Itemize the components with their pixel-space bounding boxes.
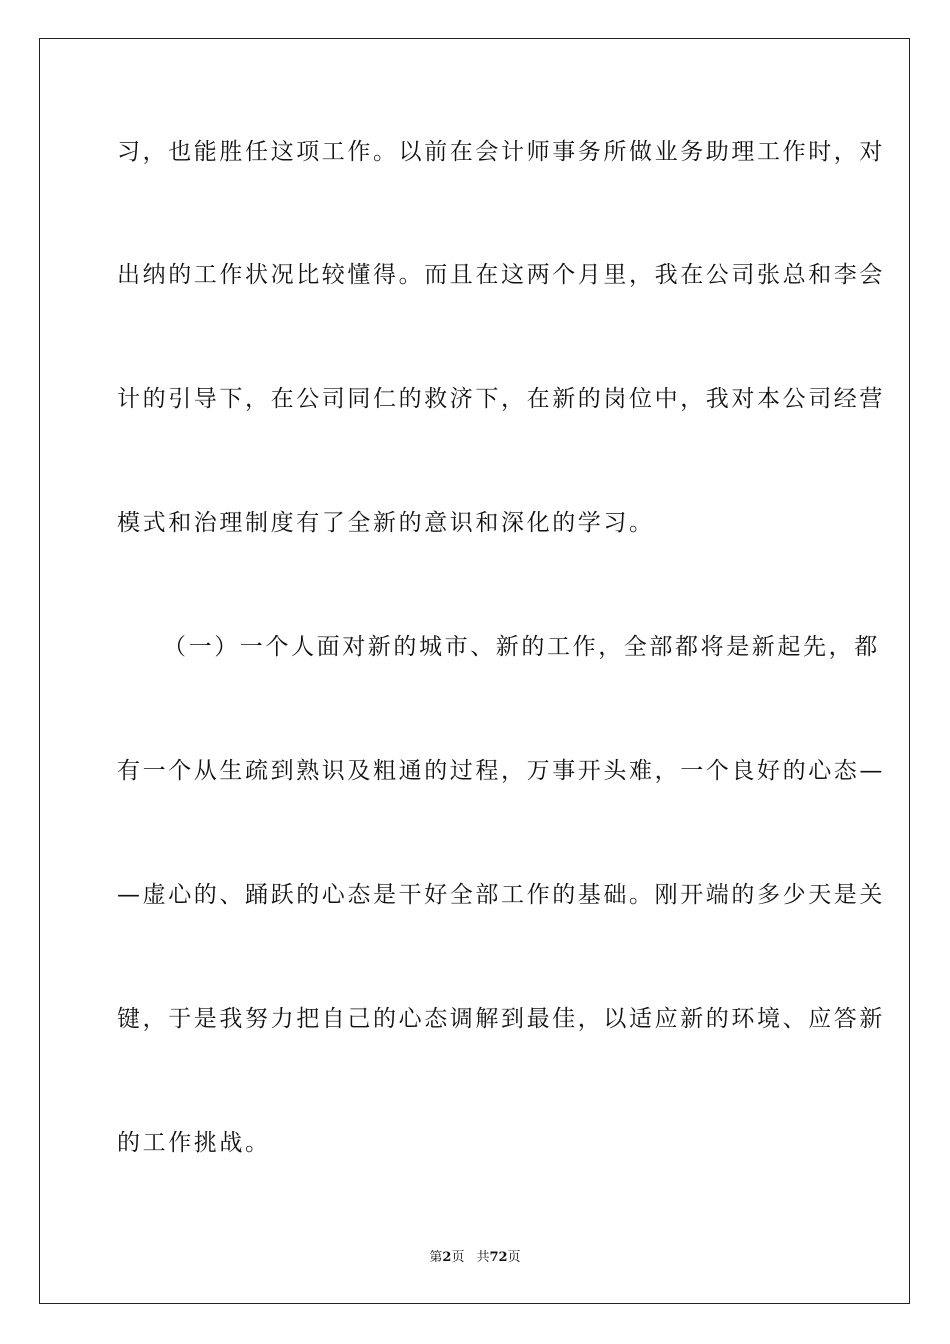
text-line-9: 的工作挑战。 xyxy=(117,1130,271,1156)
page-suffix: 页 xyxy=(451,1250,465,1265)
text-line-8: 键，于是我努力把自己的心态调解到最佳，以适应新的环境、应答新 xyxy=(117,1006,885,1032)
page-footer xyxy=(0,1246,950,1265)
text-line-4: 模式和治理制度有了全新的意识和深化的学习。 xyxy=(117,510,655,536)
total-prefix: 共 xyxy=(476,1250,490,1265)
total-suffix: 页 xyxy=(507,1250,521,1265)
text-line-5: （一）一个人面对新的城市、新的工作，全部都将是新起先，都 xyxy=(163,634,880,660)
text-line-6: 有一个从生疏到熟识及粗通的过程，万事开头难，一个良好的心态— xyxy=(117,758,885,784)
text-line-2: 出纳的工作状况比较懂得。而且在这两个月里，我在公司张总和李会 xyxy=(117,262,885,288)
total-pages: 72 xyxy=(489,1250,508,1265)
text-line-3: 计的引导下，在公司同仁的救济下，在新的岗位中，我对本公司经营 xyxy=(117,386,885,412)
page-prefix: 第 xyxy=(429,1250,443,1265)
text-line-7: —虚心的、踊跃的心态是干好全部工作的基础。刚开端的多少天是关 xyxy=(117,882,885,908)
page-border xyxy=(39,38,910,1304)
page-number: 2 xyxy=(442,1250,452,1265)
text-line-1: 习，也能胜任这项工作。以前在会计师事务所做业务助理工作时，对 xyxy=(117,139,885,165)
